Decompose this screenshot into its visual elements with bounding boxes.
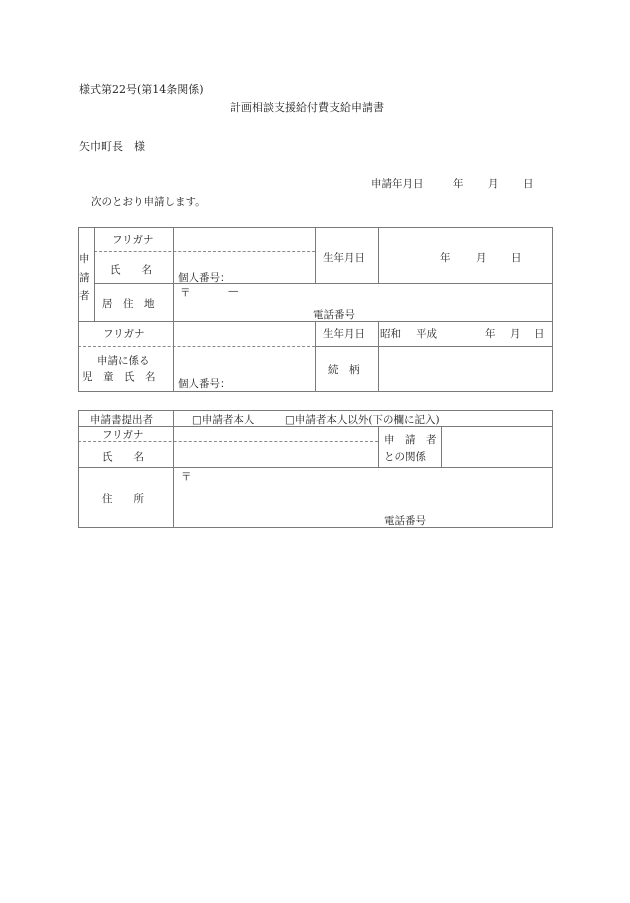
date-year: 年 <box>453 178 464 190</box>
birth-day: 日 <box>511 252 522 264</box>
submitter-postal-mark: 〒 <box>181 471 192 483</box>
postal-mark: 〒 <box>180 287 191 299</box>
era-showa: 昭和 <box>380 328 401 340</box>
option-other-checkbox[interactable]: □申請者本人以外(下の欄に記入) <box>285 414 440 426</box>
relation-label-1: 申 請 者 <box>384 434 437 446</box>
relationship-field[interactable] <box>379 347 551 390</box>
furigana-field[interactable] <box>174 228 314 250</box>
addressee: 矢巾町長 様 <box>79 140 145 153</box>
applicant-group-label-1: 申 <box>79 253 90 265</box>
page-title: 計画相談支援給付費支給申請書 <box>230 101 384 114</box>
option-self-checkbox[interactable]: □申請者本人 <box>192 414 255 426</box>
date-day: 日 <box>523 178 534 190</box>
child-birth-day: 日 <box>534 328 545 340</box>
submitter-name-field[interactable] <box>174 443 377 466</box>
name-label: 氏 名 <box>110 264 152 276</box>
child-birth-year: 年 <box>485 328 496 340</box>
relation-field[interactable] <box>442 427 551 466</box>
submitter-furigana-label: フリガナ <box>102 429 144 441</box>
phone-label: 電話番号 <box>313 309 355 321</box>
postal-dash: — <box>228 285 239 297</box>
relationship-label: 続 柄 <box>328 364 360 376</box>
child-birth-month: 月 <box>510 328 521 340</box>
intro-text: 次のとおり申請します。 <box>91 196 206 208</box>
date-month: 月 <box>488 178 499 190</box>
child-personal-number-label: 個人番号： <box>178 378 231 390</box>
birth-month: 月 <box>476 252 487 264</box>
birth-year: 年 <box>440 252 451 264</box>
birthdate-label: 生年月日 <box>323 252 365 264</box>
applicant-group-label-3: 者 <box>79 290 90 302</box>
submitter-label: 申請書提出者 <box>90 414 153 426</box>
era-heisei: 平成 <box>416 328 437 340</box>
personal-number-label: 個人番号： <box>178 272 231 284</box>
applicant-group-label-2: 請 <box>79 272 90 284</box>
child-furigana-field[interactable] <box>174 322 314 345</box>
submitter-address-field[interactable] <box>174 468 551 526</box>
form-number: 様式第22号(第14条関係) <box>79 83 204 96</box>
child-furigana-label: フリガナ <box>103 328 145 340</box>
submitter-address-label: 住 所 <box>102 493 144 505</box>
relation-label-2: との関係 <box>384 451 426 463</box>
child-name-label-1: 申請に係る <box>97 355 150 367</box>
child-name-label-2: 児 童 氏 名 <box>82 371 156 383</box>
birthdate-field[interactable] <box>379 228 551 282</box>
furigana-label: フリガナ <box>112 234 154 246</box>
address-label: 居 住 地 <box>102 298 155 310</box>
application-date-label: 申請年月日 <box>371 178 424 190</box>
child-birthdate-label: 生年月日 <box>323 328 365 340</box>
submitter-furigana-field[interactable] <box>174 427 377 440</box>
submitter-name-label: 氏 名 <box>102 451 144 463</box>
submitter-phone-label: 電話番号 <box>384 515 426 527</box>
